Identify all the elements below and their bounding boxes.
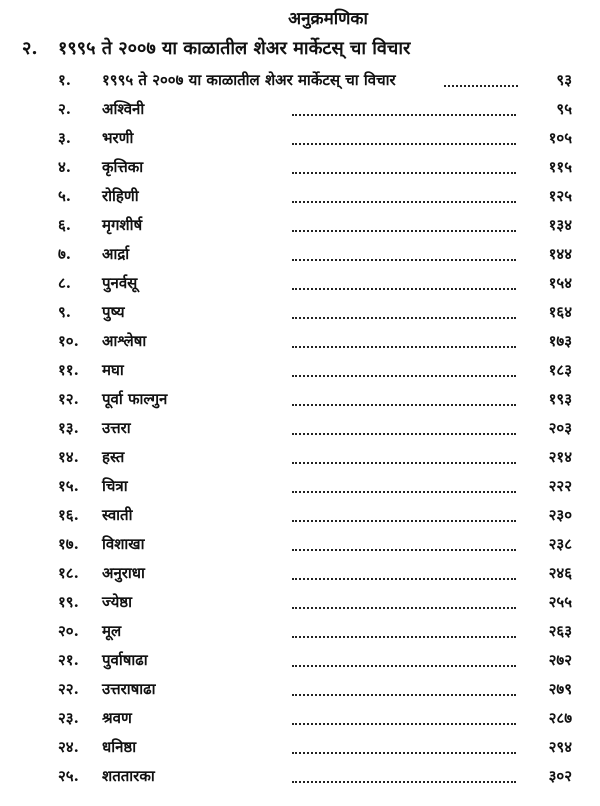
section-title-text: १९९५ ते २००७ या काळातील शेअर मार्केटस् चा विचार	[58, 38, 411, 59]
toc-entry-title: पूर्वा फाल्गुन	[102, 390, 168, 408]
toc-entry-page: १२५	[548, 187, 572, 205]
toc-entry-page: २५५	[548, 593, 572, 611]
toc-entry-page: २७२	[548, 651, 572, 669]
toc-dot-leader	[292, 520, 516, 522]
toc-dot-leader	[292, 607, 516, 609]
section-number: २.	[22, 38, 38, 59]
toc-dot-leader	[292, 665, 516, 667]
toc-entry	[0, 125, 600, 154]
toc-entry-page: १३४	[548, 216, 572, 234]
toc-entry	[0, 212, 600, 241]
toc-entry	[0, 647, 600, 676]
toc-entry-number: १३.	[58, 419, 79, 437]
toc-entry-title: ज्येष्ठा	[102, 593, 133, 611]
toc-entry-number: २०.	[58, 622, 79, 640]
toc-entry-number: १२.	[58, 390, 79, 408]
toc-entry-title: रोहिणी	[102, 187, 139, 205]
toc-dot-leader	[292, 491, 516, 493]
toc-dot-leader	[292, 433, 516, 435]
toc-entry-page: १९३	[548, 390, 572, 408]
toc-entry-number: ११.	[58, 361, 79, 379]
toc-dot-leader	[292, 752, 516, 754]
toc-entry	[0, 676, 600, 705]
toc-entry-title: पुनर्वसू	[102, 274, 138, 292]
page-heading-text: अनुक्रमणिका	[288, 9, 368, 29]
toc-entry-title: हस्त	[102, 448, 125, 466]
toc-entry	[0, 705, 600, 734]
toc-entry	[0, 473, 600, 502]
toc-entry	[0, 386, 600, 415]
toc-entry-title: पुर्वाषाढा	[102, 651, 148, 669]
toc-entry-title: आश्लेषा	[102, 332, 147, 350]
table-of-contents	[0, 67, 600, 792]
toc-entry-number: २१.	[58, 651, 79, 669]
toc-entry-title: स्वाती	[102, 506, 133, 524]
toc-entry	[0, 328, 600, 357]
toc-entry-page: २२२	[548, 477, 572, 495]
toc-dot-leader	[292, 114, 516, 116]
toc-dot-leader	[292, 375, 516, 377]
toc-entry-number: १६.	[58, 506, 79, 524]
toc-entry	[0, 531, 600, 560]
toc-dot-leader	[292, 781, 516, 783]
toc-entry-page: २४६	[548, 564, 572, 582]
toc-entry-title: आर्द्रा	[102, 245, 130, 263]
toc-entry	[0, 357, 600, 386]
toc-entry-page: २६३	[548, 622, 572, 640]
toc-entry-page: २७९	[548, 680, 572, 698]
toc-entry-title: अश्विनी	[102, 100, 145, 118]
toc-entry-title: १९९५ ते २००७ या काळातील शेअर मार्केटस् चा विचार	[102, 71, 396, 89]
toc-entry-title: भरणी	[102, 129, 134, 147]
toc-dot-leader	[292, 172, 516, 174]
toc-entry-title: विशाखा	[102, 535, 145, 553]
toc-dot-leader	[292, 723, 516, 725]
toc-entry-page: २८७	[548, 709, 572, 727]
toc-entry	[0, 183, 600, 212]
toc-entry-number: १८.	[58, 564, 79, 582]
toc-entry	[0, 734, 600, 763]
toc-entry-title: धनिष्ठा	[102, 738, 137, 756]
toc-entry-number: ५.	[58, 187, 72, 205]
toc-dot-leader	[292, 317, 516, 319]
toc-dot-leader	[292, 230, 516, 232]
toc-entry-page: २३०	[548, 506, 572, 524]
toc-entry-number: ३.	[58, 129, 72, 147]
toc-dot-leader	[292, 549, 516, 551]
toc-dot-leader	[292, 288, 516, 290]
toc-entry-page: २३८	[548, 535, 572, 553]
toc-dot-leader	[444, 85, 518, 87]
toc-entry-page: ३०२	[548, 767, 572, 785]
toc-entry-page: ९५	[556, 100, 572, 118]
section-title	[22, 36, 582, 60]
toc-entry-page: १४४	[548, 245, 572, 263]
toc-entry-title: कृत्तिका	[102, 158, 144, 176]
toc-entry-title: चित्रा	[102, 477, 128, 495]
toc-dot-leader	[292, 578, 516, 580]
toc-entry-number: १४.	[58, 448, 79, 466]
toc-entry-page: १७३	[548, 332, 572, 350]
toc-entry-number: १९.	[58, 593, 79, 611]
toc-entry-number: २५.	[58, 767, 79, 785]
toc-entry-title: पुष्य	[102, 303, 125, 321]
toc-entry	[0, 589, 600, 618]
toc-dot-leader	[292, 259, 516, 261]
toc-entry	[0, 763, 600, 792]
toc-entry-number: १७.	[58, 535, 79, 553]
toc-entry	[0, 560, 600, 589]
toc-dot-leader	[292, 462, 516, 464]
toc-dot-leader	[292, 404, 516, 406]
toc-entry	[0, 444, 600, 473]
toc-entry-title: श्रवण	[102, 709, 132, 727]
toc-entry-title: मूल	[102, 622, 122, 640]
page-heading	[0, 6, 600, 29]
toc-dot-leader	[292, 143, 516, 145]
toc-entry	[0, 502, 600, 531]
toc-entry-number: ८.	[58, 274, 72, 292]
toc-entry	[0, 270, 600, 299]
toc-entry	[0, 241, 600, 270]
toc-entry-page: १६४	[548, 303, 572, 321]
toc-entry-number: ७.	[58, 245, 72, 263]
toc-entry-title: उत्तरा	[102, 419, 131, 437]
toc-entry-page: ११५	[548, 158, 572, 176]
toc-entry	[0, 618, 600, 647]
toc-entry	[0, 96, 600, 125]
toc-entry	[0, 299, 600, 328]
toc-dot-leader	[292, 636, 516, 638]
toc-entry-number: ९.	[58, 303, 72, 321]
toc-entry-number: २३.	[58, 709, 79, 727]
toc-entry	[0, 415, 600, 444]
toc-dot-leader	[292, 201, 516, 203]
toc-entry-title: अनुराधा	[102, 564, 145, 582]
toc-entry-page: १५४	[548, 274, 572, 292]
toc-entry-title: मघा	[102, 361, 124, 379]
toc-entry-page: २९४	[548, 738, 572, 756]
toc-entry-page: २०३	[548, 419, 572, 437]
toc-entry-number: १५.	[58, 477, 79, 495]
toc-entry-number: ६.	[58, 216, 72, 234]
toc-entry-title: शततारका	[102, 767, 155, 785]
toc-entry-title: मृगशीर्ष	[102, 216, 143, 234]
toc-entry-page: १८३	[548, 361, 572, 379]
toc-entry	[0, 67, 600, 96]
toc-entry-page: १०५	[548, 129, 572, 147]
toc-entry	[0, 154, 600, 183]
toc-entry-number: २२.	[58, 680, 79, 698]
toc-entry-number: १.	[58, 71, 72, 89]
toc-dot-leader	[292, 694, 516, 696]
toc-dot-leader	[292, 346, 516, 348]
toc-entry-number: १०.	[58, 332, 79, 350]
toc-entry-number: २४.	[58, 738, 79, 756]
toc-entry-title: उत्तराषाढा	[102, 680, 156, 698]
toc-entry-page: २१४	[548, 448, 572, 466]
toc-entry-number: ४.	[58, 158, 72, 176]
toc-entry-page: ९३	[556, 71, 572, 89]
toc-entry-number: २.	[58, 100, 72, 118]
